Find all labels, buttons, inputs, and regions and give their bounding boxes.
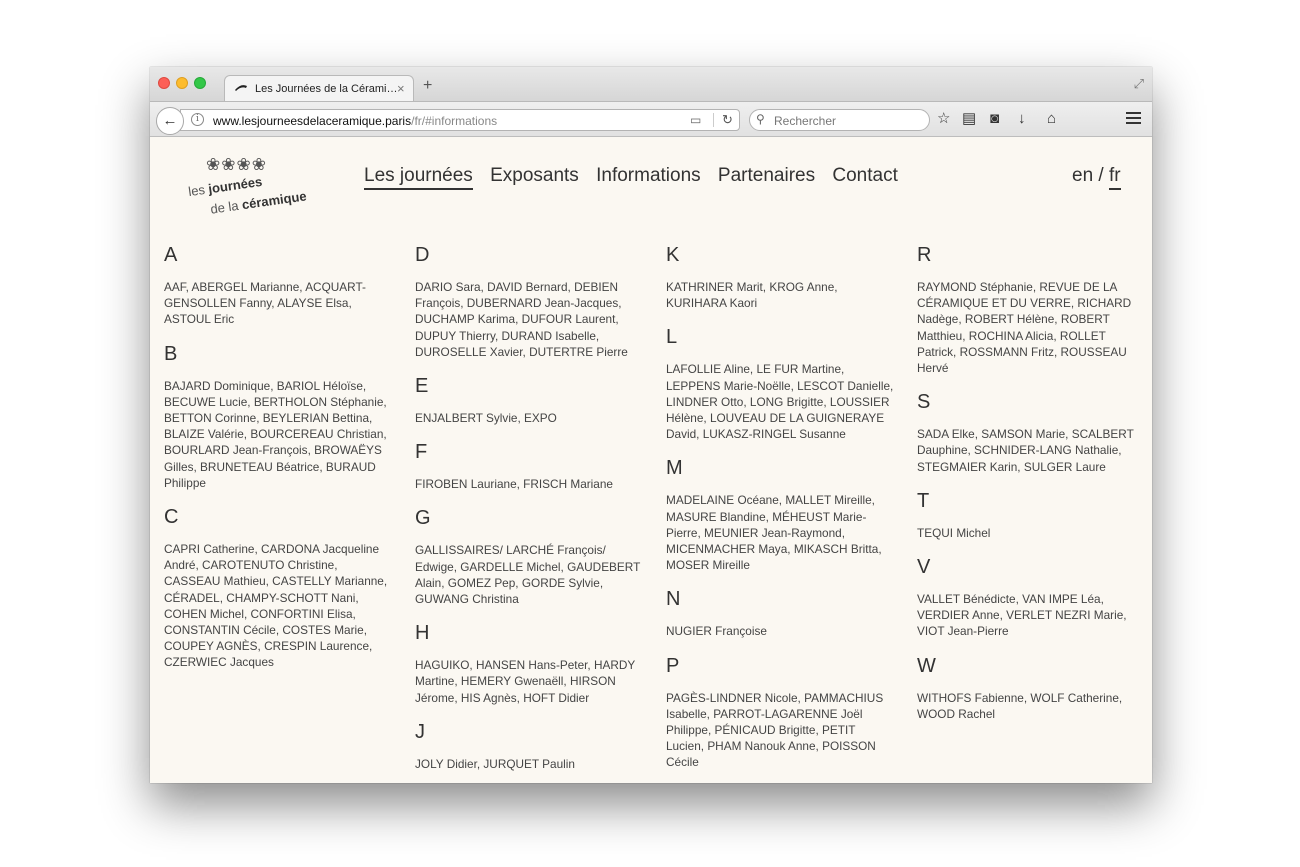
- lang-fr[interactable]: fr: [1109, 165, 1121, 190]
- exhibitor-names: WITHOFS Fabienne, WOLF Catherine, WOOD Rachel: [917, 690, 1123, 721]
- exhibitor-names: ENJALBERT Sylvie, EXPO: [415, 411, 557, 426]
- fullscreen-icon[interactable]: ⤢: [1133, 76, 1144, 91]
- minimize-window-button[interactable]: [176, 77, 188, 89]
- letter-heading: R: [917, 244, 932, 266]
- search-bar[interactable]: [749, 109, 930, 131]
- lang-separator: /: [1093, 165, 1109, 186]
- exhibitor-names: CAPRI Catherine, CARDONA Jacqueline André, CAROTENUTO Christine, CASSEAU Mathieu, CASTELLY Marianne, CÉRADEL, CHAMPY-SCHOTT Nani, COHEN Michel, CONFORTINI Elisa, CONSTANTIN Cécile, COSTES Marie, COUPEY AGNÈS, CRESPIN Laurence, CZERWIEC Jacques: [164, 542, 388, 670]
- nav-partenaires[interactable]: Partenaires: [717, 165, 816, 186]
- url-text[interactable]: www.lesjourneesdelaceramique.paris/fr/#informations: [213, 114, 498, 128]
- letter-heading: E: [415, 375, 429, 398]
- exhibitor-column-2: [415, 245, 645, 783]
- zoom-window-button[interactable]: [194, 77, 206, 89]
- letter-heading: H: [415, 622, 430, 645]
- tab-strip: [150, 67, 1152, 101]
- exhibitor-names: DARIO Sara, DAVID Bernard, DEBIEN François, DUBERNARD Jean-Jacques, DUCHAMP Karima, DUFOUR Laurent, DUPUY Thierry, DURAND Isabelle, DUROSELLE Xavier, DUTERTRE Pierre: [415, 280, 628, 359]
- letter-heading: N: [666, 588, 681, 611]
- page-content: [150, 137, 1152, 783]
- letter-heading: F: [415, 441, 428, 464]
- exhibitor-names: GALLISSAIRES/ LARCHÉ François/ Edwige, GARDELLE Michel, GAUDEBERT Alain, GOMEZ Pep, GORDE Sylvie, GUWANG Christina: [415, 543, 641, 607]
- browser-tab[interactable]: [224, 75, 414, 102]
- new-tab-button[interactable]: +: [423, 77, 433, 94]
- exhibitor-names: PAGÈS-LINDNER Nicole, PAMMACHIUS Isabelle, PARROT-LAGARENNE Joël Philippe, PÉNICAUD Brigitte, PETIT Lucien, PHAM Nanouk Anne, POISSON Cécile: [666, 690, 884, 770]
- exhibitor-column-4: [917, 245, 1147, 738]
- exhibitor-names: MADELAINE Océane, MALLET Mireille, MASURE Blandine, MÉHEUST Marie-Pierre, MEUNIER Jean-Raymond, MICENMACHER Maya, MIKASCH Britta, MOSER Mireille: [666, 493, 882, 573]
- exhibitor-names: NUGIER Françoise: [666, 624, 767, 639]
- letter-heading: M: [666, 457, 683, 480]
- search-placeholder: Rechercher: [774, 114, 837, 128]
- exhibitor-names: TEQUI Michel: [917, 525, 991, 540]
- reload-icon[interactable]: ↻: [722, 112, 733, 127]
- site-info-icon[interactable]: i: [191, 113, 204, 126]
- exhibitor-names: HAGUIKO, HANSEN Hans-Peter, HARDY Martine, HEMERY Gwenaëll, HIRSON Jérome, HIS Agnès, HOFT Didier: [415, 658, 636, 705]
- exhibitor-names: RAYMOND Stéphanie, REVUE DE LA CÉRAMIQUE ET DU VERRE, RICHARD Nadège, ROBERT Hélène, ROBERT Matthieu, ROCHINA Alicia, ROLLET Patrick, ROSSMANN Fritz, ROUSSEAU Hervé: [917, 280, 1132, 376]
- main-navigation: [364, 165, 910, 187]
- browser-window: [150, 67, 1152, 783]
- site-logo[interactable]: [188, 155, 323, 217]
- site-favicon-icon: [234, 84, 248, 92]
- exhibitor-names: FIROBEN Lauriane, FRISCH Mariane: [415, 477, 613, 492]
- exhibitor-column-3: [666, 245, 896, 783]
- exhibitor-column-1: [164, 245, 394, 687]
- exhibitor-names: VALLET Bénédicte, VAN IMPE Léa, VERDIER Anne, VERLET NEZRI Marie, VIOT Jean-Pierre: [917, 592, 1127, 639]
- bookmark-star-icon[interactable]: ☆: [937, 110, 951, 127]
- nav-contact[interactable]: Contact: [832, 165, 898, 186]
- letter-heading: G: [415, 507, 431, 530]
- hamburger-menu-icon[interactable]: [1126, 112, 1141, 124]
- downloads-icon[interactable]: ↓: [1018, 110, 1026, 127]
- language-switcher: [1072, 165, 1121, 187]
- logo-line-2: de la céramique: [209, 188, 308, 217]
- exhibitor-names: JOLY Didier, JURQUET Paulin: [415, 756, 575, 771]
- bookmarks-list-icon[interactable]: ▤: [962, 110, 977, 127]
- letter-heading: V: [917, 556, 931, 579]
- pocket-icon[interactable]: ◙: [990, 110, 1000, 127]
- lang-en[interactable]: en: [1072, 165, 1094, 186]
- letter-heading: T: [917, 489, 930, 512]
- reader-view-icon[interactable]: ▭: [690, 113, 702, 127]
- exhibitor-names: KATHRINER Marit, KROG Anne, KURIHARA Kaori: [666, 280, 838, 311]
- exhibitor-names: SADA Elke, SAMSON Marie, SCALBERT Dauphine, SCHNIDER-LANG Nathalie, STEGMAIER Karin, SULGER Laure: [917, 427, 1134, 474]
- close-window-button[interactable]: [158, 77, 170, 89]
- nav-les-journees[interactable]: Les journées: [364, 165, 473, 190]
- exhibitor-names: LAFOLLIE Aline, LE FUR Martine, LEPPENS Marie-Noëlle, LESCOT Danielle, LINDNER Otto, LONG Brigitte, LOUSSIER Hélène, LOUVEAU DE LA GUIGNERAYE David, LUKASZ-RINGEL Susanne: [666, 362, 894, 442]
- url-bar-divider: [713, 113, 714, 127]
- nav-exposants[interactable]: Exposants: [490, 165, 579, 186]
- nav-informations[interactable]: Informations: [596, 165, 701, 186]
- back-button[interactable]: ←: [156, 107, 184, 135]
- letter-heading: S: [917, 391, 931, 414]
- url-bar[interactable]: [180, 109, 740, 131]
- logo-line-1: les journées: [187, 173, 264, 200]
- exhibitor-names: BAJARD Dominique, BARIOL Héloïse, BECUWE Lucie, BERTHOLON Stéphanie, BETTON Corinne, BEYLERIAN Bettina, BLAIZE Valérie, BOURCEREAU Christian, BOURLARD Jean-François, BROWAËYS Gilles, BRUNETEAU Béatrice, BURAUD Philippe: [164, 378, 387, 490]
- letter-heading: J: [415, 720, 425, 743]
- letter-heading: C: [164, 506, 179, 529]
- tab-title: Les Journées de la Cérami…: [255, 83, 398, 95]
- letter-heading: B: [164, 342, 178, 365]
- letter-heading: P: [666, 654, 680, 677]
- search-icon: ⚲: [756, 112, 765, 126]
- letter-heading: L: [666, 326, 678, 349]
- close-tab-icon[interactable]: ×: [397, 81, 405, 96]
- exhibitor-names: AAF, ABERGEL Marianne, ACQUART-GENSOLLEN Fanny, ALAYSE Elsa, ASTOUL Eric: [164, 280, 366, 327]
- letter-heading: A: [164, 244, 178, 266]
- logo-flowers-icon: ❀❀❀❀: [206, 155, 267, 175]
- home-icon[interactable]: ⌂: [1047, 110, 1057, 127]
- letter-heading: D: [415, 244, 430, 266]
- navigation-bar: [150, 101, 1152, 137]
- letter-heading: W: [917, 654, 936, 677]
- letter-heading: K: [666, 244, 680, 266]
